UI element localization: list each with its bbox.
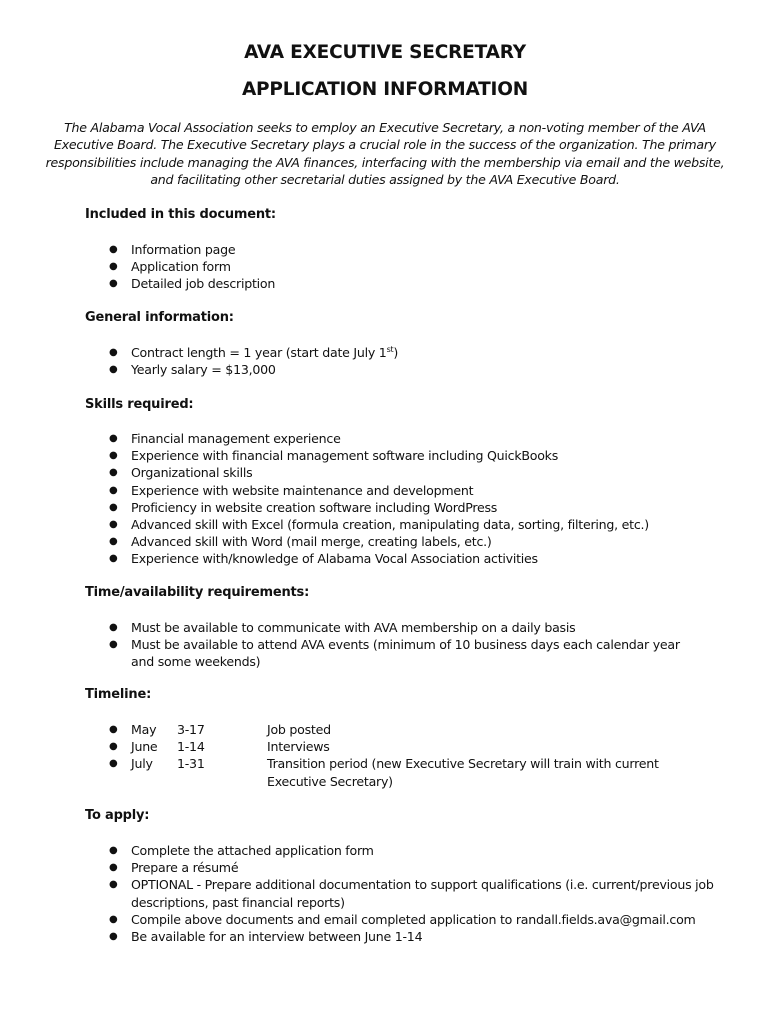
list-item: ● OPTIONAL - Prepare additional documentation to support qualifications (i.e. current/previous job descriptions, past financial reports): [109, 877, 714, 910]
bullet-icon: ●: [109, 450, 118, 462]
bullet-icon: ●: [109, 639, 118, 651]
bullet-icon: ●: [109, 553, 118, 565]
included-list: [85, 241, 275, 293]
timeline-row: ● July 1-31 Transition period (new Executive Secretary will train with current Executive Secretary): [109, 756, 659, 789]
list-item: ● Experience with/knowledge of Alabama Vocal Association activities: [109, 551, 538, 567]
list-item: ● Prepare a résumé: [109, 860, 239, 876]
included-heading: Included in this document:: [85, 207, 276, 222]
document-subtitle: APPLICATION INFORMATION: [241, 79, 529, 100]
bullet-icon: ●: [109, 244, 118, 255]
document-title: AVA EXECUTIVE SECRETARY: [244, 42, 526, 63]
apply-list: [85, 842, 740, 945]
timeline-row: ● June 1-14 Interviews: [109, 739, 330, 755]
list-item: ● Advanced skill with Excel (formula creation, manipulating data, sorting, filtering, etc.): [109, 517, 649, 533]
list-item: ● Financial management experience: [109, 431, 341, 446]
list-item: ● Proficiency in website creation software including WordPress: [109, 499, 498, 515]
timeline-row: ● May 3-17 Job posted: [109, 722, 331, 737]
bullet-icon: ●: [109, 931, 118, 943]
bullet-icon: ●: [109, 741, 118, 753]
availability-section: [85, 584, 745, 670]
intro-paragraph: The Alabama Vocal Association seeks to employ an Executive Secretary, a non-voting member of the AVA Executive Board. The Executive Secretary plays a crucial role in the success of the organization. The primary responsibilities include managing the AVA finances, interfacing with the membership via email and the website, and facilitating other secretarial duties assigned by the AVA Executive Board.: [45, 120, 725, 187]
list-item: ● Organizational skills: [109, 465, 253, 481]
list-item: ● Detailed job description: [109, 276, 276, 292]
bullet-icon: ●: [109, 622, 118, 633]
skills-list: [85, 430, 649, 568]
bullet-icon: ●: [109, 862, 118, 874]
general-list: [85, 344, 398, 378]
bullet-icon: ●: [109, 364, 118, 376]
bullet-icon: ●: [109, 845, 118, 856]
list-item: ● Experience with website maintenance and development: [109, 482, 474, 498]
apply-heading: To apply:: [85, 808, 150, 823]
timeline-heading: Timeline:: [85, 687, 152, 702]
bullet-icon: ●: [109, 484, 118, 496]
bullet-icon: ●: [109, 758, 118, 770]
list-item: ● Information page: [109, 242, 236, 257]
skills-section: [85, 396, 745, 567]
bullet-icon: ●: [109, 467, 118, 479]
timeline-list: [85, 721, 707, 790]
apply-section: [85, 807, 745, 945]
list-item: ● Compile above documents and email completed application to randall.fields.ava@gmail.com: [109, 911, 696, 927]
bullet-icon: ●: [109, 347, 118, 358]
list-item: ● Must be available to communicate with AVA membership on a daily basis: [109, 620, 576, 635]
timeline-section: [85, 686, 745, 789]
bullet-icon: ●: [109, 261, 118, 273]
bullet-icon: ●: [109, 519, 118, 531]
list-item: ● Complete the attached application form: [109, 843, 374, 858]
skills-heading: Skills required:: [85, 397, 194, 412]
general-section: [85, 309, 745, 378]
availability-heading: Time/availability requirements:: [85, 585, 310, 600]
bullet-icon: ●: [109, 433, 118, 444]
bullet-icon: ●: [109, 536, 118, 548]
list-item: ● Must be available to attend AVA events (minimum of 10 business days each calendar year and some weekends): [109, 637, 680, 670]
list-item: ● Application form: [109, 259, 231, 275]
included-section: [85, 206, 745, 292]
bullet-icon: ●: [109, 879, 118, 891]
bullet-icon: ●: [109, 278, 118, 290]
list-item: ● Yearly salary = $13,000: [109, 362, 276, 378]
bullet-icon: ●: [109, 501, 118, 513]
general-heading: General information:: [85, 310, 234, 325]
bullet-icon: ●: [109, 913, 118, 925]
list-item: ● Be available for an interview between June 1-14: [109, 929, 423, 945]
list-item: ● Advanced skill with Word (mail merge, creating labels, etc.): [109, 534, 492, 550]
list-item: ● Contract length = 1 year (start date July 1st): [109, 345, 399, 360]
bullet-icon: ●: [109, 724, 118, 735]
list-item: ● Experience with financial management software including QuickBooks: [109, 448, 559, 464]
availability-list: [85, 619, 705, 671]
